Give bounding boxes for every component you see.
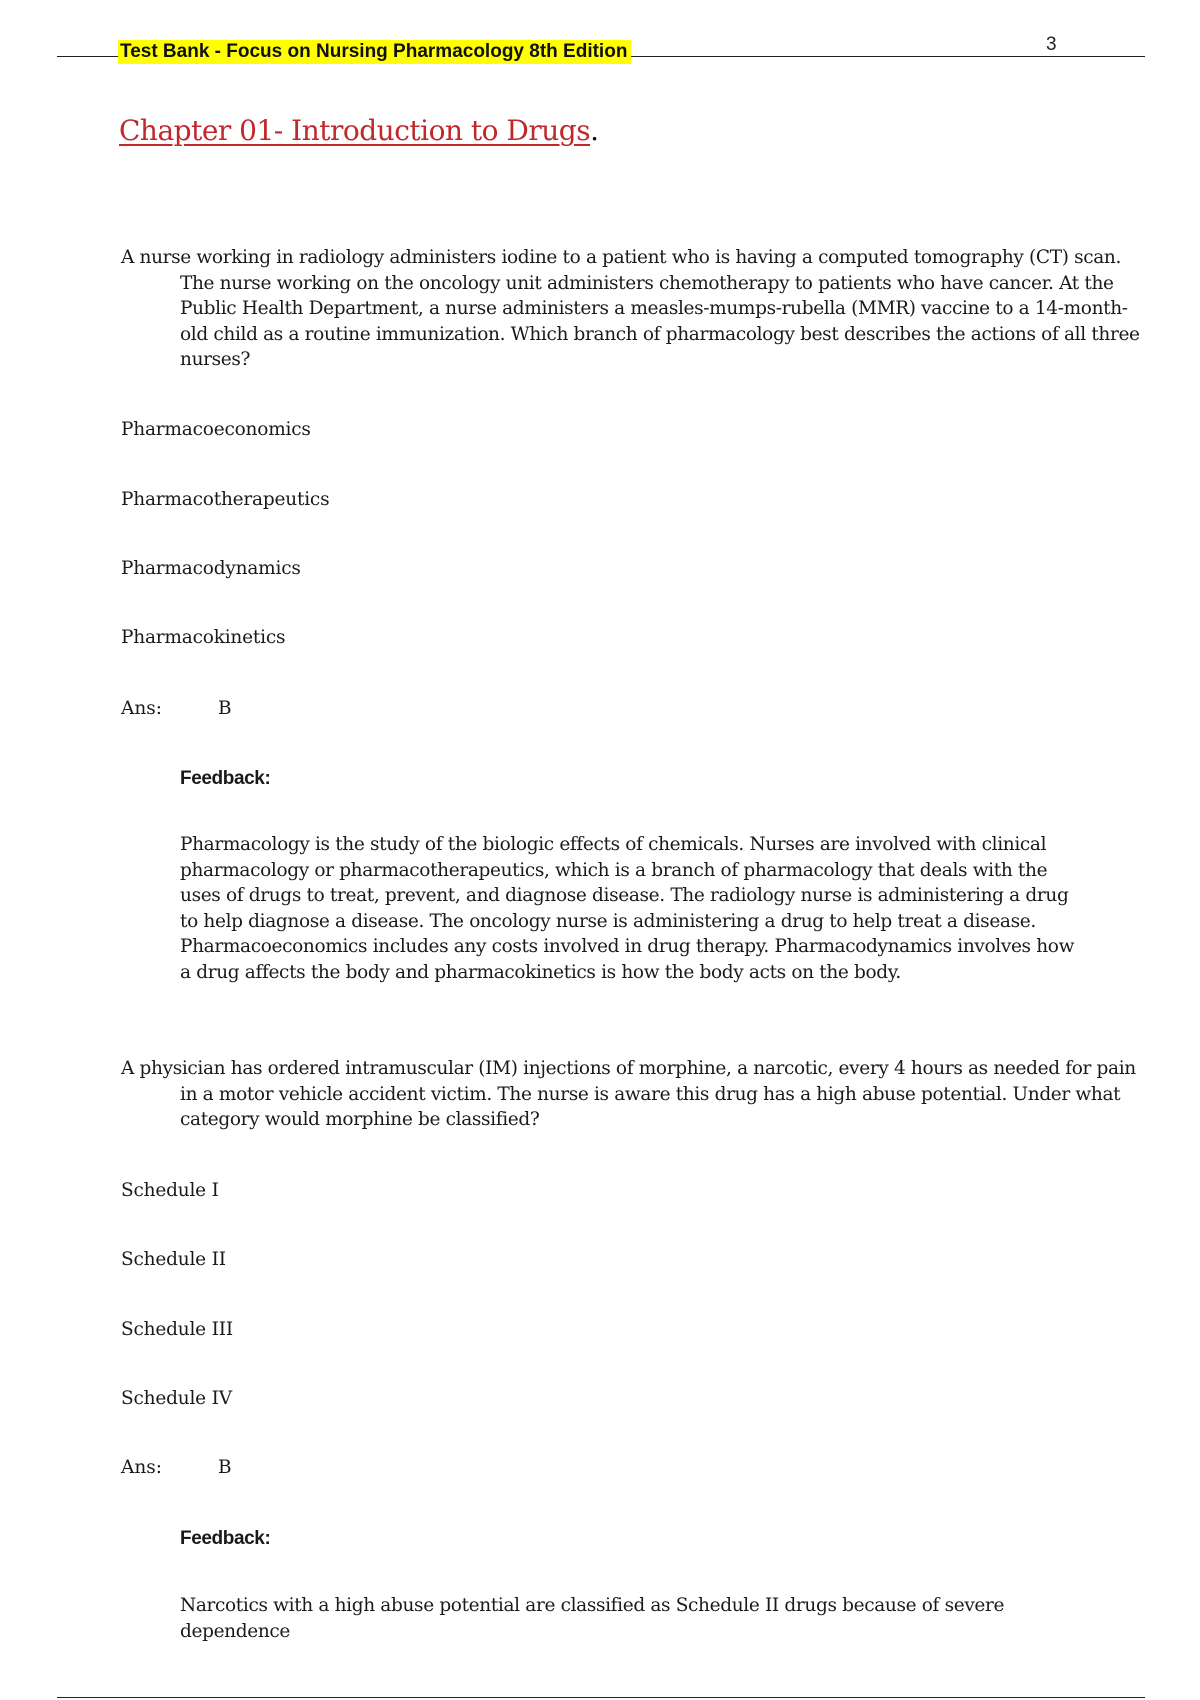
question-2-feedback bbox=[180, 1593, 1085, 1644]
question-1-feedback-paragraph-2: Pharmacoeconomics includes any costs involved in drug therapy. Pharmacodynamics involves how a drug affects the body and pharmacokinetics is how the body acts on the body. bbox=[180, 936, 1075, 983]
question-1-option-c: Pharmacodynamics bbox=[121, 558, 301, 579]
chapter-title bbox=[119, 114, 598, 147]
question-1-option-a: Pharmacoeconomics bbox=[121, 419, 311, 440]
chapter-title-text: Chapter 01- Introduction to Drugs bbox=[119, 114, 591, 147]
question-2-option-a: Schedule I bbox=[121, 1180, 219, 1201]
question-1-feedback bbox=[180, 832, 1085, 985]
question-2-stem: A physician has ordered intramuscular (IM) injections of morphine, a narcotic, every 4 hours as needed for pain in a motor vehicle accident victim. The nurse is aware this drug has a high abuse potential. Under what category would morphine be classified? bbox=[121, 1058, 1136, 1130]
question-1-answer-label: Ans: bbox=[121, 698, 163, 719]
question-2-option-c: Schedule III bbox=[121, 1319, 233, 1340]
question-1-option-b: Pharmacotherapeutics bbox=[121, 489, 330, 510]
question-1-answer-value: B bbox=[218, 698, 232, 719]
question-2-answer-label: Ans: bbox=[121, 1457, 163, 1478]
question-2-option-b: Schedule II bbox=[121, 1249, 226, 1270]
header-title: Test Bank - Focus on Nursing Pharmacology 8th Edition bbox=[118, 40, 631, 64]
question-2-option-d: Schedule IV bbox=[121, 1388, 232, 1409]
page-number: 3 bbox=[1046, 34, 1057, 55]
question-1-stem: A nurse working in radiology administers iodine to a patient who is having a computed tomography (CT) scan. The nurse working on the oncology unit administers chemotherapy to patients who have cancer. At the Public Health Department, a nurse administers a measles-mumps-rubella (MMR) vaccine to a 14-month-old child as a routine immunization. Which branch of pharmacology best describes the actions of all three nurses? bbox=[121, 247, 1140, 370]
question-2-feedback-paragraph-1: Narcotics with a high abuse potential are classified as Schedule II drugs because of severe dependence bbox=[180, 1595, 1005, 1642]
question-1-feedback-label: Feedback: bbox=[180, 768, 271, 789]
question-1-feedback-paragraph-1: Pharmacology is the study of the biologic effects of chemicals. Nurses are involved with clinical pharmacology or pharmacotherapeutics, which is a branch of pharmacology that deals with the uses of drugs to treat, prevent, and diagnose disease. The radiology nurse is administering a drug to help diagnose a disease. The oncology nurse is administering a drug to help treat a disease. bbox=[180, 834, 1069, 932]
question-1-option-d: Pharmacokinetics bbox=[121, 627, 286, 648]
question-2-answer-value: B bbox=[218, 1457, 232, 1478]
chapter-title-period: . bbox=[590, 114, 599, 147]
footer-rule bbox=[57, 1697, 1145, 1698]
question-2-feedback-label: Feedback: bbox=[180, 1528, 271, 1549]
